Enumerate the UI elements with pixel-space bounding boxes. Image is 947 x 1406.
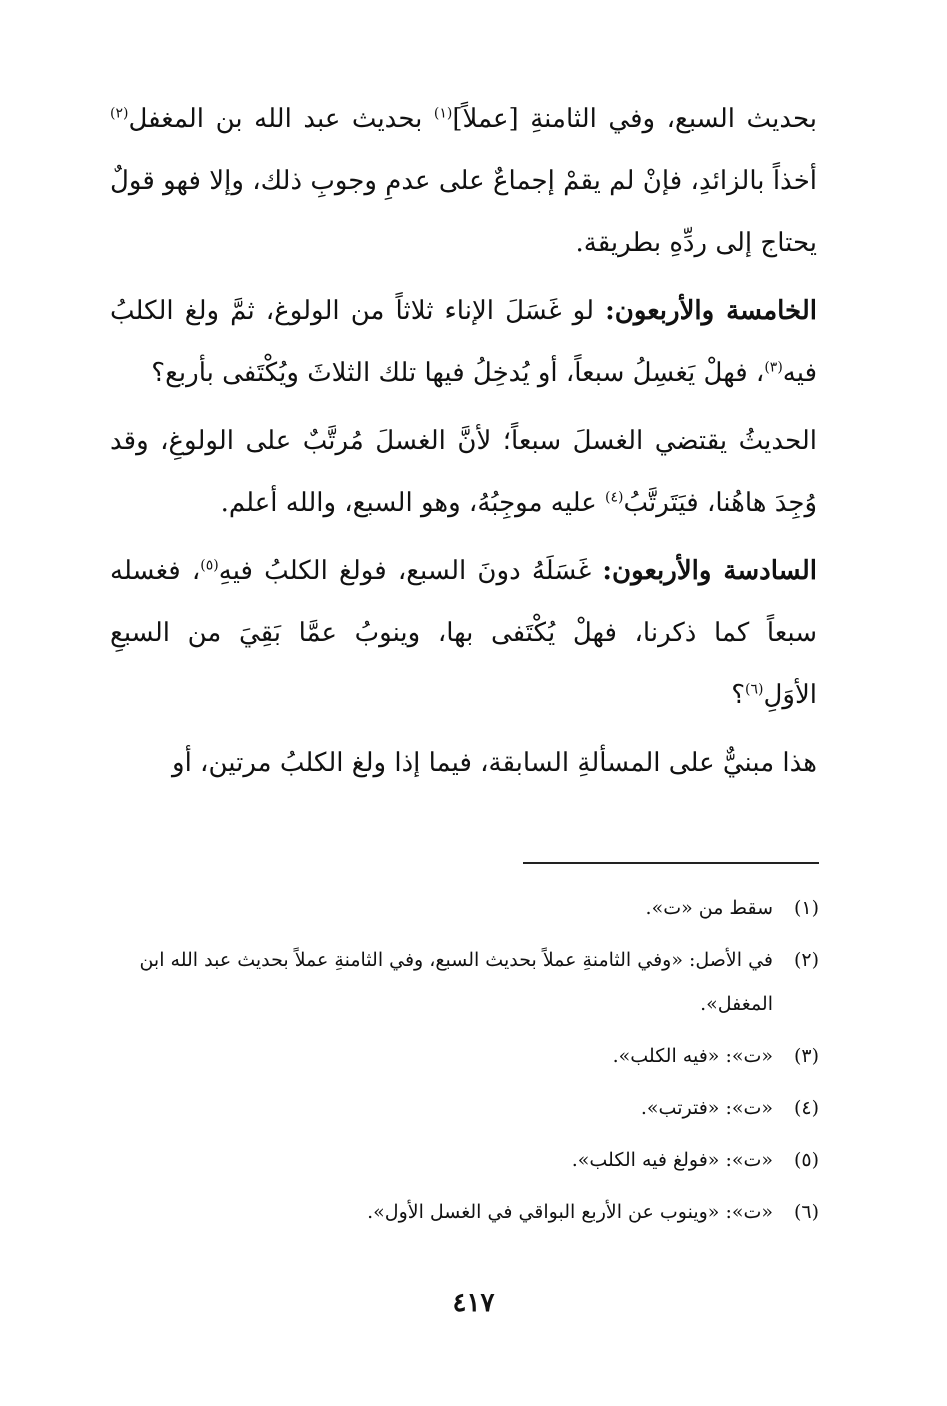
paragraph-1 xyxy=(110,88,817,274)
footnote-number: (٥) xyxy=(793,1149,819,1171)
footnote-ref-2[interactable]: (٢) xyxy=(110,105,129,122)
text: عليه موجِبُهُ، وهو السبع، والله أعلم. xyxy=(220,488,605,518)
footnote-text: في الأصل: «وفي الثامنةِ عملاً بحديث السبع، وفي الثامنةِ عملاً بحديث عبد الله ابن المغفل». xyxy=(139,949,773,1015)
footnote-ref-4[interactable]: (٤) xyxy=(604,489,624,506)
issue-heading-46: السادسة والأربعون: xyxy=(602,556,817,586)
footnote-ref-3[interactable]: (٣) xyxy=(764,359,783,376)
footnote-text: «ت»: «فيه الكلب». xyxy=(612,1045,773,1067)
footnote-number: (١) xyxy=(793,897,819,919)
footnote-number: (٣) xyxy=(793,1045,819,1067)
paragraph-4 xyxy=(110,540,817,726)
footnote-item xyxy=(112,886,819,930)
footnote-number: (٢) xyxy=(793,949,819,971)
footnotes xyxy=(112,886,819,1242)
paragraph-5 xyxy=(110,732,817,794)
footnote-item xyxy=(112,1190,819,1234)
issue-heading-45: الخامسة والأربعون: xyxy=(605,296,817,326)
footnote-item xyxy=(112,1086,819,1130)
footnote-number: (٤) xyxy=(793,1097,819,1119)
footnote-text: «ت»: «وينوب عن الأربع البواقي في الغسل الأول». xyxy=(367,1201,773,1223)
text: بحديث السبع، وفي الثامنةِ [عملاً] xyxy=(452,104,817,134)
paragraph-2 xyxy=(110,280,817,404)
text: ، فهلْ يَغسِلُ سبعاً، أو يُدخِلُ فيها تلك الثلاثَ ويُكْتَفى بأربع؟ xyxy=(151,358,765,388)
text: غَسَلَهُ دونَ السبع، فولغ الكلبُ فيهِ xyxy=(218,556,603,586)
text: الحديثُ يقتضي الغسلَ سبعاً؛ لأنَّ الغسلَ مُرتَّبٌ على الولوغِ، وقد وُجِدَ هاهُنا، فيَتَرتَّبُ xyxy=(110,426,817,518)
text: ؟ xyxy=(731,680,746,710)
footnote-number: (٦) xyxy=(793,1201,819,1223)
footnote-text: «ت»: «فترتب». xyxy=(640,1097,773,1119)
paragraph-3 xyxy=(110,410,817,534)
page-number: ٤١٧ xyxy=(452,1288,495,1318)
footnote-separator xyxy=(523,862,819,864)
text: هذا مبنيٌّ على المسألةِ السابقة، فيما إذا ولغ الكلبُ مرتين، أو xyxy=(172,748,817,778)
text: لو غَسَلَ الإناء ثلاثاً من الولوغ، ثمَّ ولغ الكلبُ فيه xyxy=(110,296,817,388)
footnote-ref-1[interactable]: (١) xyxy=(433,105,453,122)
footnote-item xyxy=(112,938,819,1026)
text: ، فغسله سبعاً كما ذكرنا، فهلْ يُكْتَفى بها، وينوبُ عمَّا بَقِيَ من السبعِ الأوَلِ xyxy=(110,556,817,710)
footnote-item xyxy=(112,1034,819,1078)
text: بحديث عبد الله بن المغفل xyxy=(128,104,434,134)
text: أخذاً بالزائدِ، فإنْ لم يقمْ إجماعٌ على عدمِ وجوبِ ذلك، وإلا فهو قولٌ يحتاج إلى ردِّهِ بطريقة. xyxy=(110,166,817,258)
footnote-ref-6[interactable]: (٦) xyxy=(745,681,764,698)
footnote-item xyxy=(112,1138,819,1182)
footnote-ref-5[interactable]: (٥) xyxy=(200,557,219,574)
footnote-text: سقط من «ت». xyxy=(645,897,773,919)
main-text xyxy=(110,88,817,800)
footnote-text: «ت»: «فولغ فيه الكلب». xyxy=(571,1149,773,1171)
